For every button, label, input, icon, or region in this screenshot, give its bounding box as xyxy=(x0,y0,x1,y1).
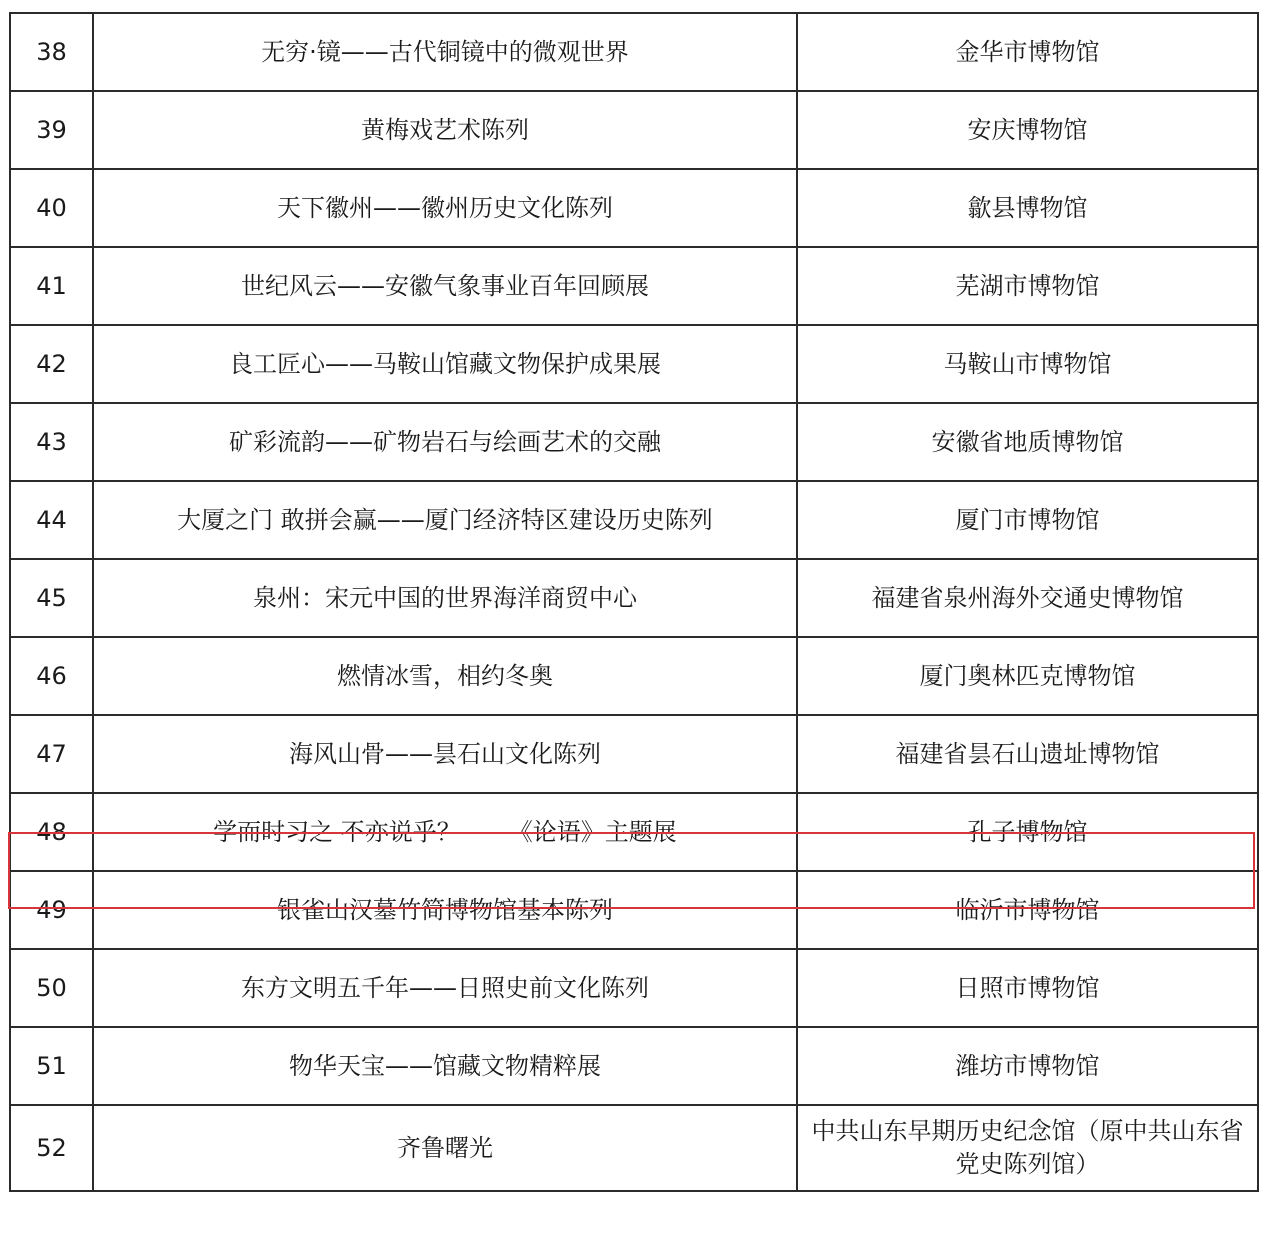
table-row xyxy=(10,91,1258,169)
row-number: 47 xyxy=(10,715,93,793)
table-row xyxy=(10,949,1258,1027)
museum-name: 日照市博物馆 xyxy=(797,949,1258,1027)
row-number: 43 xyxy=(10,403,93,481)
exhibition-title: 海风山骨——昙石山文化陈列 xyxy=(93,715,797,793)
row-number: 49 xyxy=(10,871,93,949)
table-row xyxy=(10,481,1258,559)
row-number: 44 xyxy=(10,481,93,559)
table-row xyxy=(10,637,1258,715)
museum-name: 福建省泉州海外交通史博物馆 xyxy=(797,559,1258,637)
row-number: 42 xyxy=(10,325,93,403)
museum-name: 歙县博物馆 xyxy=(797,169,1258,247)
exhibition-title: 矿彩流韵——矿物岩石与绘画艺术的交融 xyxy=(93,403,797,481)
museum-name: 马鞍山市博物馆 xyxy=(797,325,1258,403)
exhibition-list-table xyxy=(9,12,1259,1192)
museum-name: 福建省昙石山遗址博物馆 xyxy=(797,715,1258,793)
table-row-highlighted xyxy=(10,793,1258,871)
museum-name: 孔子博物馆 xyxy=(797,793,1258,871)
row-number: 52 xyxy=(10,1105,93,1191)
table-row xyxy=(10,13,1258,91)
exhibition-title: 天下徽州——徽州历史文化陈列 xyxy=(93,169,797,247)
exhibition-title: 燃情冰雪，相约冬奥 xyxy=(93,637,797,715)
museum-name: 厦门奥林匹克博物馆 xyxy=(797,637,1258,715)
exhibition-title: 无穷·镜——古代铜镜中的微观世界 xyxy=(93,13,797,91)
table-row xyxy=(10,1027,1258,1105)
row-number: 51 xyxy=(10,1027,93,1105)
exhibition-title: 世纪风云——安徽气象事业百年回顾展 xyxy=(93,247,797,325)
row-number: 45 xyxy=(10,559,93,637)
exhibition-title: 银雀山汉墓竹简博物馆基本陈列 xyxy=(93,871,797,949)
row-number: 50 xyxy=(10,949,93,1027)
exhibition-title: 良工匠心——马鞍山馆藏文物保护成果展 xyxy=(93,325,797,403)
museum-name: 厦门市博物馆 xyxy=(797,481,1258,559)
exhibition-title: 东方文明五千年——日照史前文化陈列 xyxy=(93,949,797,1027)
row-number: 46 xyxy=(10,637,93,715)
row-number: 40 xyxy=(10,169,93,247)
museum-name: 芜湖市博物馆 xyxy=(797,247,1258,325)
museum-name: 中共山东早期历史纪念馆（原中共山东省党史陈列馆） xyxy=(797,1105,1258,1191)
table-row xyxy=(10,871,1258,949)
museum-name: 安庆博物馆 xyxy=(797,91,1258,169)
table-row xyxy=(10,403,1258,481)
exhibition-title: 黄梅戏艺术陈列 xyxy=(93,91,797,169)
museum-name: 金华市博物馆 xyxy=(797,13,1258,91)
exhibition-title: 大厦之门 敢拼会赢——厦门经济特区建设历史陈列 xyxy=(93,481,797,559)
table-row xyxy=(10,247,1258,325)
museum-name: 临沂市博物馆 xyxy=(797,871,1258,949)
exhibition-title: 物华天宝——馆藏文物精粹展 xyxy=(93,1027,797,1105)
exhibition-list-table-container xyxy=(9,12,1257,1192)
museum-name: 潍坊市博物馆 xyxy=(797,1027,1258,1105)
table-row xyxy=(10,1105,1258,1191)
exhibition-title: 齐鲁曙光 xyxy=(93,1105,797,1191)
table-row xyxy=(10,169,1258,247)
row-number: 48 xyxy=(10,793,93,871)
table-row xyxy=(10,325,1258,403)
row-number: 41 xyxy=(10,247,93,325)
exhibition-title: 泉州：宋元中国的世界海洋商贸中心 xyxy=(93,559,797,637)
exhibition-title: 学而时习之 不亦说乎？——《论语》主题展 xyxy=(93,793,797,871)
table-row xyxy=(10,559,1258,637)
table-row xyxy=(10,715,1258,793)
row-number: 38 xyxy=(10,13,93,91)
museum-name: 安徽省地质博物馆 xyxy=(797,403,1258,481)
row-number: 39 xyxy=(10,91,93,169)
